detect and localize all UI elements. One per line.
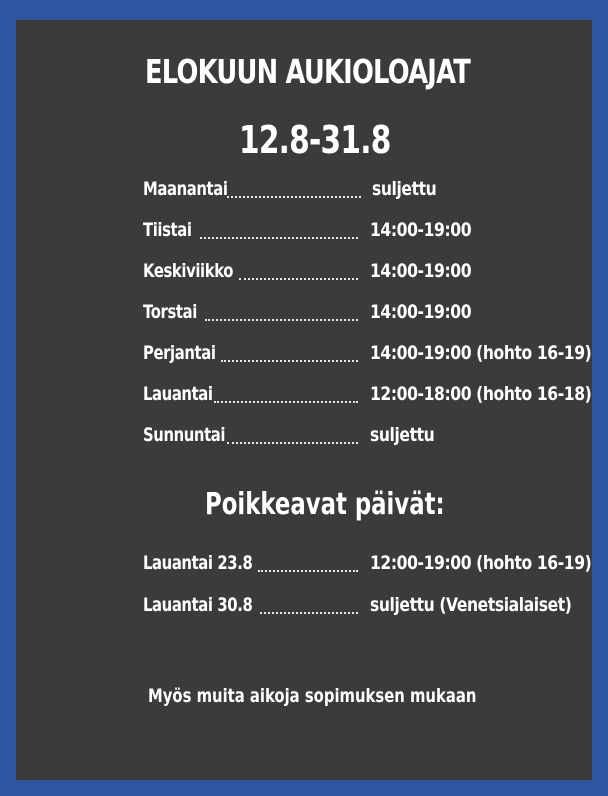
dotted-leader [258, 570, 358, 572]
schedule-row-saturday [143, 383, 593, 411]
date-range: 12.8-31.8 [239, 118, 391, 162]
hours-value: 14:00-19:00 [370, 219, 472, 241]
dotted-leader [205, 319, 358, 321]
schedule-row-sunday [143, 424, 593, 452]
dotted-leader [221, 360, 358, 362]
schedule-row-friday [143, 342, 593, 370]
exception-row [143, 594, 593, 622]
day-label: Maanantai [143, 178, 228, 200]
day-label: Torstai [143, 301, 197, 323]
hours-value: 12:00-19:00 (hohto 16-19) [370, 552, 592, 574]
dotted-leader [214, 401, 358, 403]
day-label: Lauantai [143, 383, 213, 405]
exceptions-heading: Poikkeavat päivät: [205, 487, 445, 522]
dotted-leader [227, 442, 358, 444]
schedule-row-thursday [143, 301, 593, 329]
dotted-leader [239, 278, 358, 280]
dotted-leader [227, 196, 361, 198]
hours-value: suljettu (Venetsialaiset) [370, 594, 572, 616]
schedule-row-monday [143, 178, 593, 206]
hours-value: 14:00-19:00 [370, 260, 472, 282]
day-label: Sunnuntai [143, 424, 226, 446]
hours-value: suljettu [372, 178, 437, 200]
exception-row [143, 552, 593, 580]
day-label: Lauantai 23.8 [143, 552, 253, 574]
hours-value: 12:00-18:00 (hohto 16-18) [370, 383, 592, 405]
day-label: Keskiviikko [143, 260, 234, 282]
day-label: Tiistai [143, 219, 192, 241]
footer-note: Myös muita aikoja sopimuksen mukaan [148, 685, 477, 707]
day-label: Lauantai 30.8 [143, 594, 253, 616]
schedule-row-tuesday [143, 219, 593, 247]
sign-title: ELOKUUN AUKIOLOAJAT [145, 52, 471, 91]
schedule-row-wednesday [143, 260, 593, 288]
hours-value: suljettu [370, 424, 435, 446]
dotted-leader [260, 612, 358, 614]
dotted-leader [200, 237, 358, 239]
hours-value: 14:00-19:00 [370, 301, 472, 323]
hours-value: 14:00-19:00 (hohto 16-19) [370, 342, 592, 364]
day-label: Perjantai [143, 342, 216, 364]
